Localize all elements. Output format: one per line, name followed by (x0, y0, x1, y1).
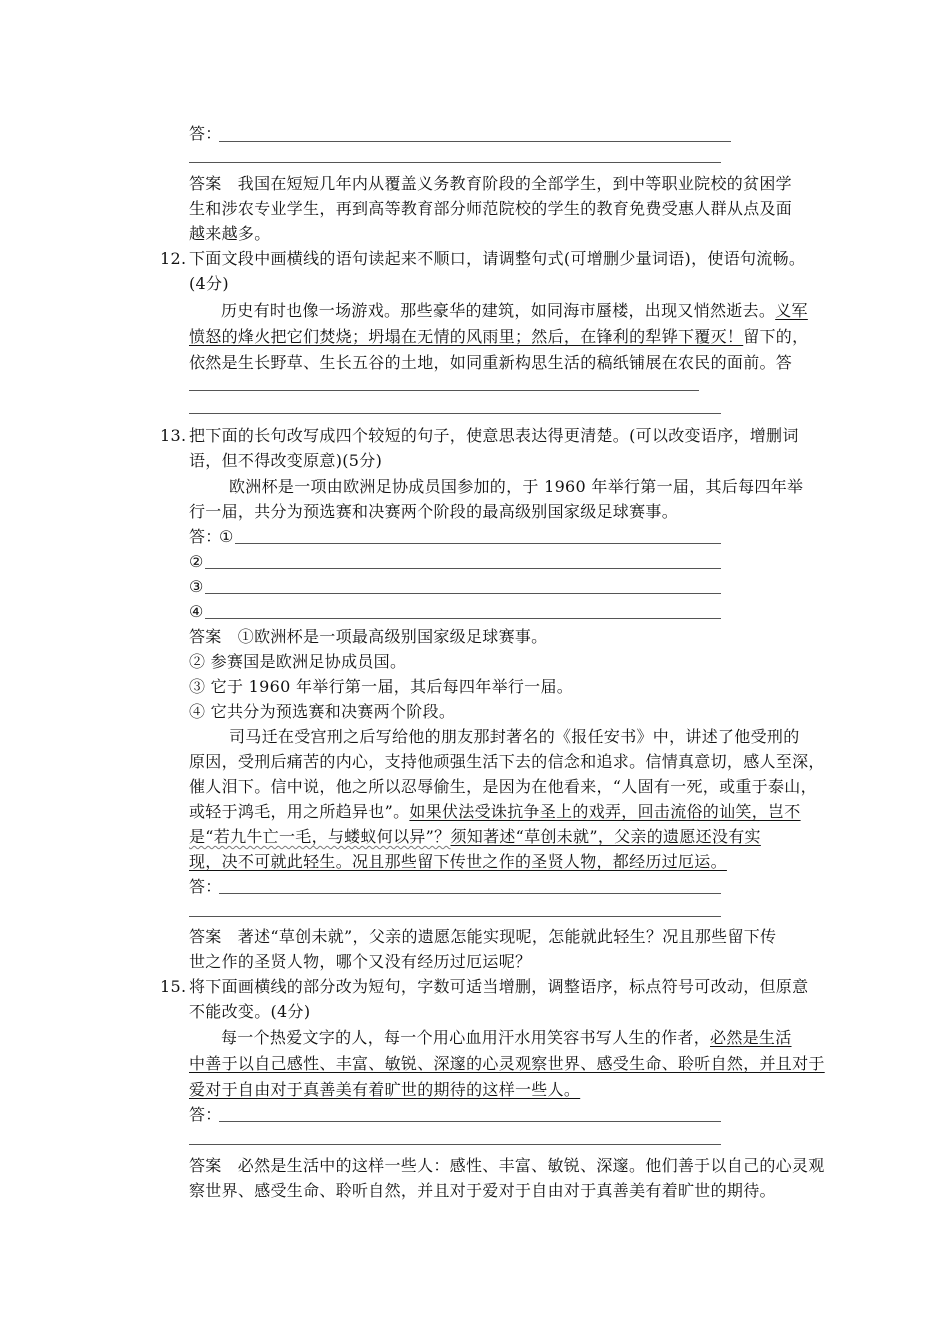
answer-key-text: ② 参赛国是欧洲足协成员国。 (189, 652, 407, 671)
answer-label: 答： (189, 527, 222, 546)
answer-key-label: 答案 (189, 174, 222, 193)
answer-label: 答： (189, 124, 222, 143)
answer-line (235, 543, 721, 544)
answer-key-label: 答案 (189, 927, 222, 946)
passage-text: 或轻于鸿毛，用之所趋异也”。 (189, 802, 410, 821)
answer-key-line (189, 173, 792, 195)
passage-line (189, 826, 761, 848)
passage-line (221, 1027, 792, 1049)
passage-line: 司马迁在受宫刑之后写给他的朋友那封著名的《报任安书》中，讲述了他受刑的 (229, 727, 800, 746)
question-12-prompt: (4分) (189, 274, 229, 293)
answer-key-text: ③ 它于 1960 年举行第一届，其后每四年举行一届。 (189, 677, 574, 696)
blank-marker: ② (189, 552, 204, 571)
answer-line (205, 618, 721, 619)
underlined-text: 中善于以自己感性、丰富、敏锐、深邃的心灵观察世界、感受生命、聆听自然，并且对于 (189, 1054, 825, 1073)
passage-text: 每一个热爱文字的人，每一个用心血用汗水用笑容书写人生的作者， (221, 1028, 711, 1047)
passage-line: 催人泪下。信中说，他之所以忍辱偷生，是因为在他看来，“人固有一死，或重于泰山， (189, 777, 817, 796)
question-12-prompt: 下面文段中画横线的语句读起来不顺口，请调整句式(可增删少量词语)，使语句流畅。 (189, 249, 806, 268)
question-15-prompt: 不能改变。(4分) (189, 1002, 311, 1021)
answer-line (189, 162, 721, 163)
passage-line (189, 1053, 825, 1075)
underlined-text: 如果伏法受诛抗争圣上的戏弄，回击流俗的讪笑，岂不 (409, 802, 801, 821)
answer-key-text: 世之作的圣贤人物，哪个又没有经历过厄运呢？ (189, 952, 532, 971)
underlined-text: 现，决不可就此轻生。况且那些留下传世之作的圣贤人物，都经历过厄运。 (189, 852, 727, 871)
answer-key-label: 答案 (189, 1156, 222, 1175)
question-15-number: 15. (160, 977, 187, 996)
question-15-prompt: 将下面画横线的部分改为短句，字数可适当增删，调整语序，标点符号可改动，但原意 (189, 977, 809, 996)
question-12-number: 12. (160, 249, 187, 268)
passage-line: 行一届，共分为预选赛和决赛两个阶段的最高级别国家级足球赛事。 (189, 502, 679, 521)
blank-marker: ③ (189, 577, 204, 596)
passage-text: 历史有时也像一场游戏。那些豪华的建筑，如同海市蜃楼，出现又悄然逝去。 (221, 301, 776, 320)
answer-line (189, 916, 721, 917)
answer-line (219, 893, 721, 894)
answer-key-line (189, 926, 776, 948)
answer-line (189, 390, 699, 391)
underlined-text: 愤怒的烽火把它们焚烧；坍塌在无情的风雨里；然后，在锋利的犁铧下覆灭！ (189, 327, 744, 346)
answer-key-text: 著述“草创未就”，父亲的遗愿怎能实现呢，怎能就此轻生？况且那些留下传 (237, 927, 777, 946)
passage-line (189, 326, 808, 348)
underlined-text: 爱对于自由对于真善美有着旷世的期待的这样一些人。 (189, 1080, 581, 1099)
blank-marker: ④ (189, 602, 204, 621)
answer-key-label: 答案 (189, 627, 222, 646)
answer-key-text: ④ 它共分为预选赛和决赛两个阶段。 (189, 702, 456, 721)
answer-key-line (189, 1155, 825, 1177)
answer-key-text: 生和涉农专业学生，再到高等教育部分师范院校的学生的教育免费受惠人群从点及面 (189, 199, 793, 218)
question-13-number: 13. (160, 426, 187, 445)
answer-line (219, 141, 731, 142)
answer-key-text: 必然是生活中的这样一些人：感性、丰富、敏锐、深邃。他们善于以自己的心灵观 (237, 1156, 825, 1175)
answer-key-line (189, 626, 547, 648)
answer-key-text: 我国在短短几年内从覆盖义务教育阶段的全部学生，到中等职业院校的贫困学 (237, 174, 792, 193)
question-13-prompt: 把下面的长句改写成四个较短的句子，使意思表达得更清楚。(可以改变语序，增删词 (189, 426, 799, 445)
passage-line (189, 801, 801, 823)
answer-line (189, 1144, 721, 1145)
passage-line (189, 1079, 580, 1101)
passage-text: 留下的， (743, 327, 809, 346)
underlined-text: 义军 (775, 301, 808, 320)
underlined-text: 必然是生活 (710, 1028, 792, 1047)
passage-line: 依然是生长野草、生长五谷的土地，如同重新构思生活的稿纸铺展在农民的面前。答 (189, 353, 793, 372)
answer-key-text: ①欧洲杯是一项最高级别国家级足球赛事。 (237, 627, 548, 646)
answer-line (189, 413, 721, 414)
answer-key-text: 越来越多。 (189, 224, 271, 243)
passage-line: 欧洲杯是一项由欧洲足协成员国参加的，于 1960 年举行第一届，其后每四年举 (229, 477, 804, 496)
answer-key-text: 察世界、感受生命、聆听自然，并且对于爱对于自由对于真善美有着旷世的期待。 (189, 1181, 776, 1200)
answer-line (219, 1121, 721, 1122)
passage-line (189, 851, 727, 873)
question-13-prompt: 语，但不得改变原意)(5分) (189, 451, 383, 470)
passage-line (221, 300, 808, 322)
answer-line (205, 568, 721, 569)
passage-line: 原因，受刑后痛苦的内心，支持他顽强生活下去的信念和追求。信情真意切，感人至深， (189, 752, 825, 771)
answer-label: 答： (189, 877, 222, 896)
wavy-underlined-text: 是“若九牛亡一毛，与蝼蚁何以异”？ (189, 827, 451, 846)
answer-line (205, 593, 721, 594)
answer-label: 答： (189, 1105, 222, 1124)
underlined-text: 须知著述“草创未就”，父亲的遗愿还没有实 (450, 827, 761, 846)
blank-marker: ① (219, 527, 234, 546)
